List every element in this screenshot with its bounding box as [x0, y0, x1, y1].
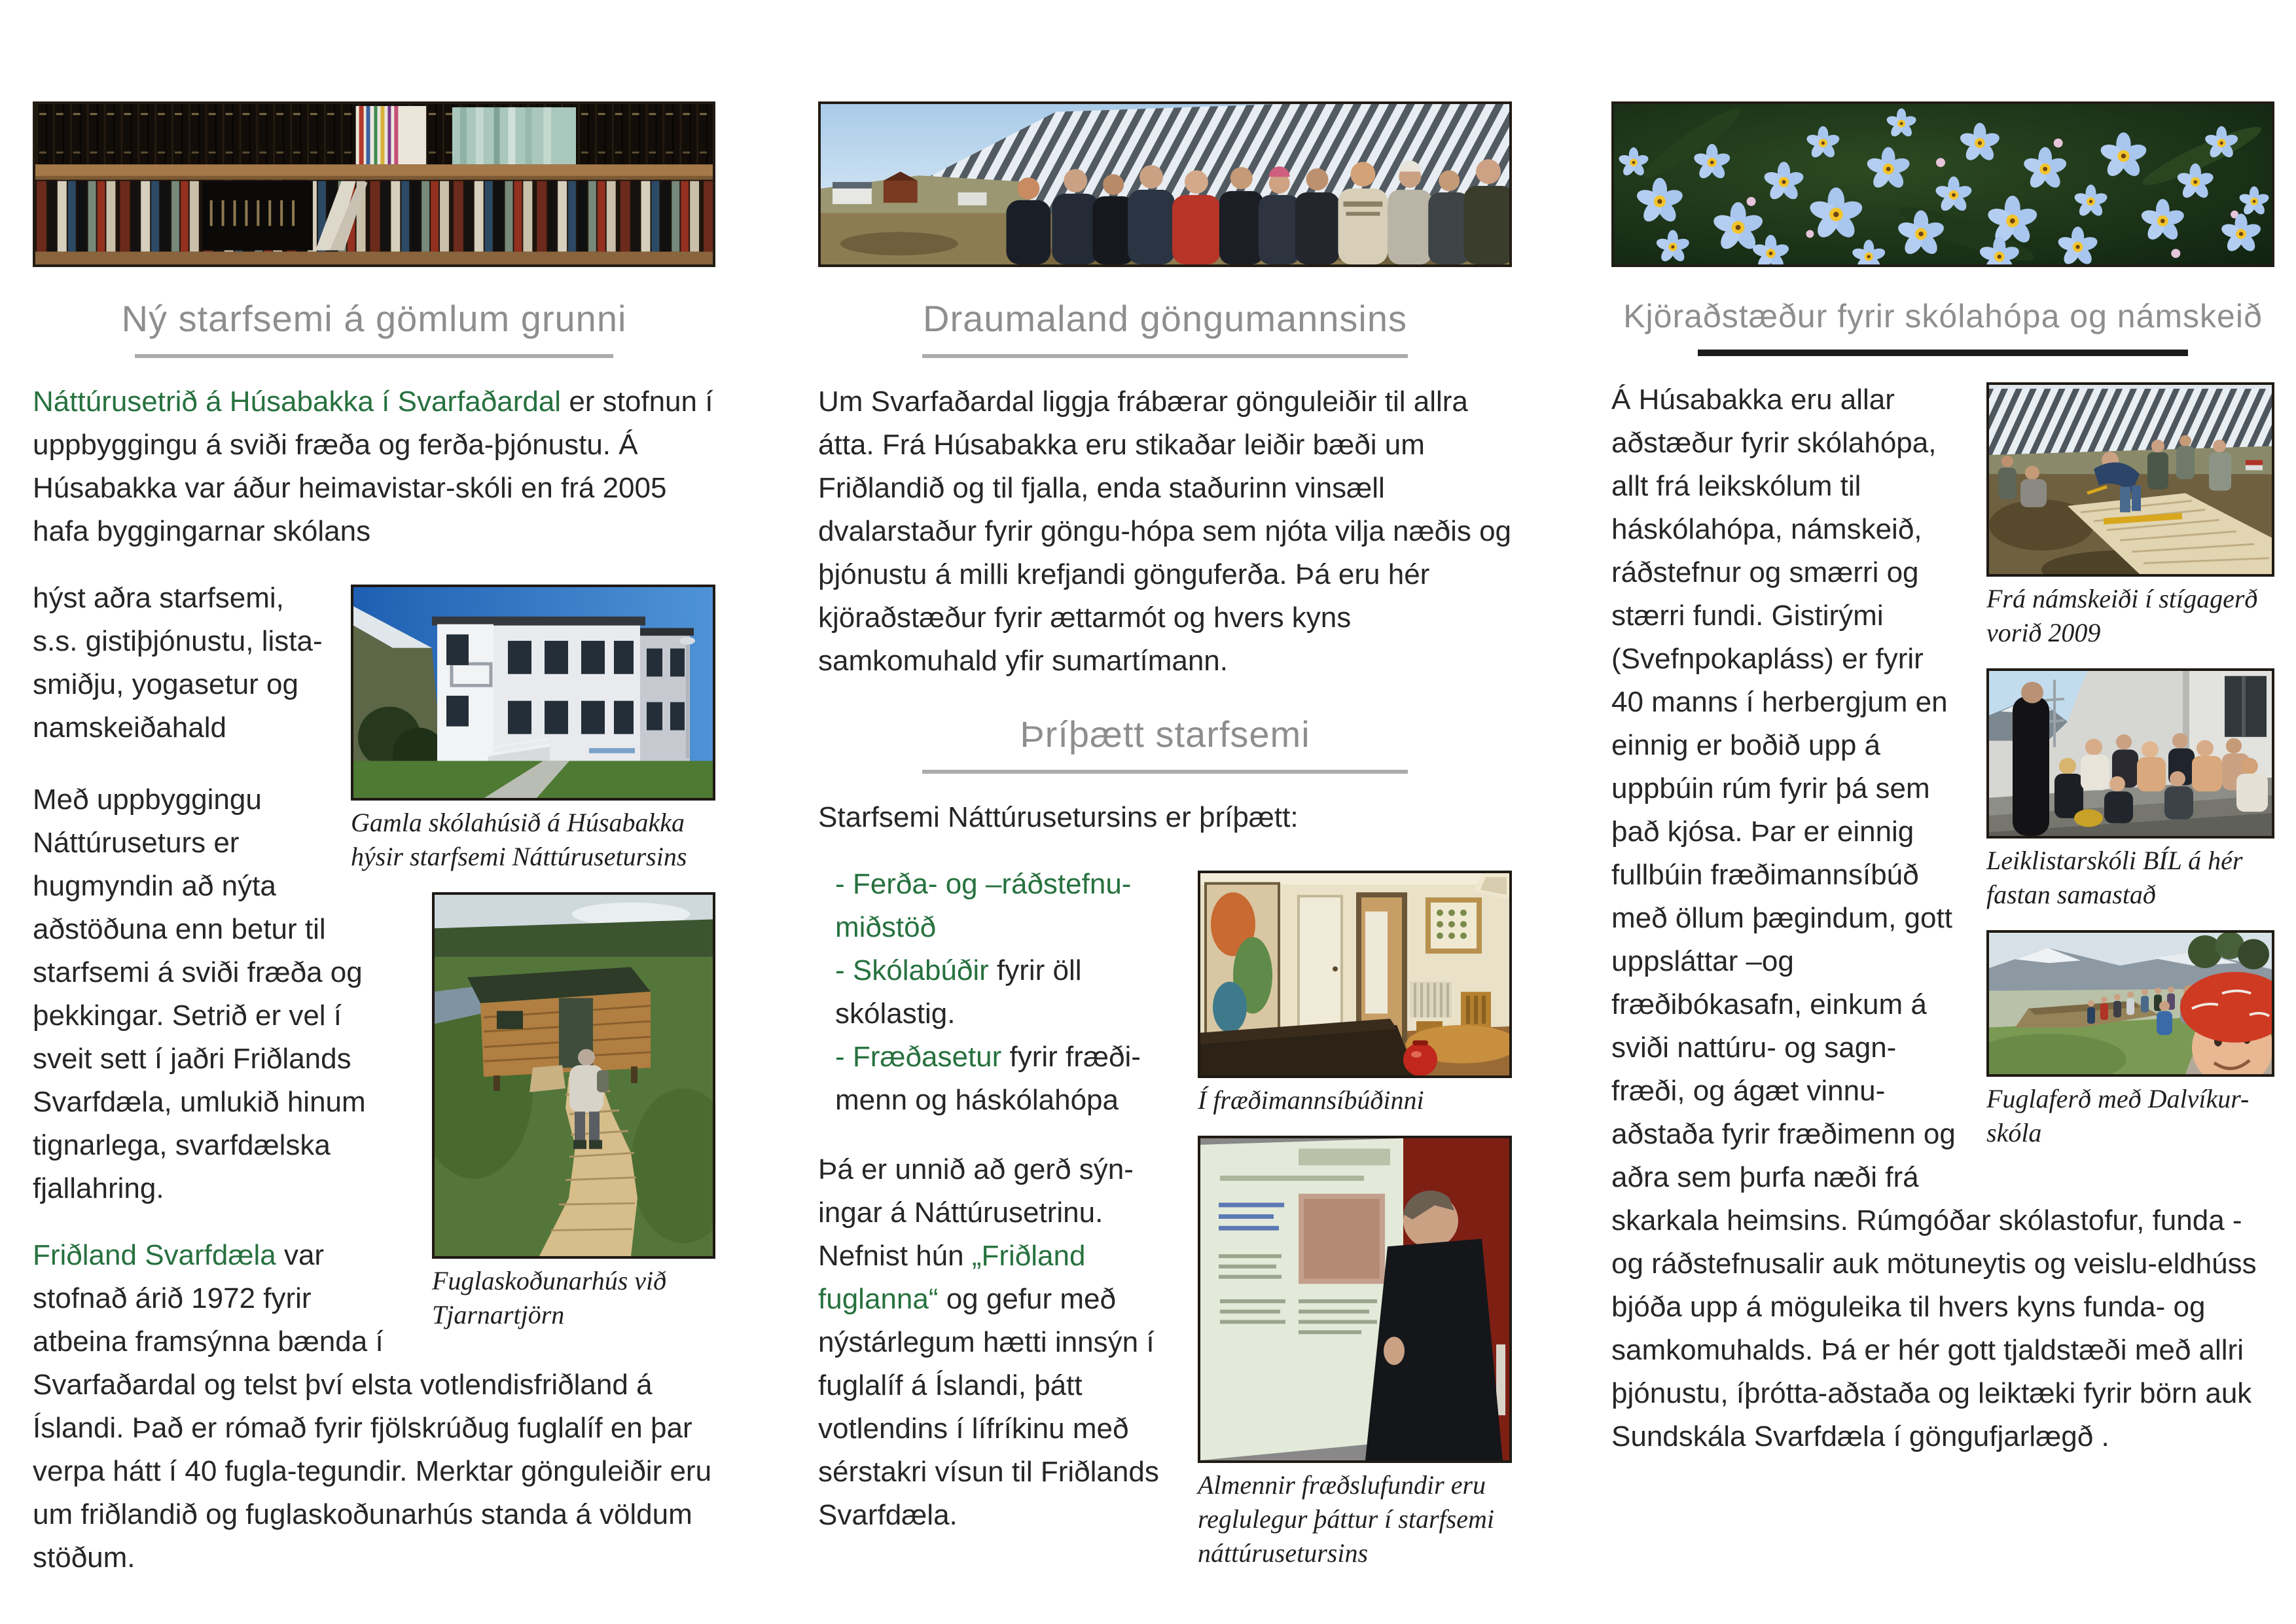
photo-birdwatching-boardwalk: [432, 892, 715, 1259]
column2-heading-rule: [922, 354, 1408, 358]
column2-heading: Draumaland göngumannsins: [923, 298, 1407, 339]
green-lead-school-camps: - Skólabúðir: [835, 954, 989, 986]
caption-old-schoolhouse: Gamla skólahúsið á Húsabakka hýsir starfsemi Náttúrusetursins: [351, 808, 687, 871]
column3-heading-rule: [1698, 350, 2189, 356]
column2-body-1: [818, 380, 1512, 683]
column-school-groups: [1611, 101, 2274, 1458]
list-item-travel-conference: - Ferða- og –ráðstefnu-miðstöð: [835, 868, 1132, 943]
caption-scholar-apartment: Í fræðimannsíbúðinni: [1198, 1085, 1424, 1115]
threefold-intro: Starfsemi Náttúrusetursins er þríþætt:: [818, 801, 1299, 833]
figure-forget-me-nots: [1611, 101, 2274, 267]
column2-body-2: [818, 796, 1512, 1568]
photo-old-schoolhouse: [351, 585, 715, 801]
threefold-list-block: [818, 863, 1512, 1568]
photo-forget-me-nots: [1611, 101, 2274, 267]
figure-boardwalk: [432, 892, 715, 1332]
green-lead-research-center: - Fræðasetur: [835, 1041, 1002, 1073]
column1-heading: Ný starfsemi á gömlum grunni: [121, 298, 627, 339]
body-text: og gefur með nýstárlegum hætti innsýn í fuglalíf á Íslandi, þátt votlendins í lífríkinu með sérstakri vísun til Friðlands Svarfdæla.: [818, 1283, 1159, 1531]
caption-theatre-school: Leiklistarskóli BÍL á hér fastan samastað: [1986, 846, 2243, 909]
column1-paragraph-1: [33, 380, 715, 553]
column-new-activity: [33, 101, 715, 1579]
figure-scholar-apartment: [1198, 871, 1512, 1117]
green-lead-fridland: Friðland Svarfdæla: [33, 1239, 276, 1271]
column2-subheading: Þríþætt starfsemi: [1020, 713, 1310, 755]
figure-path-course: [1986, 382, 2274, 650]
photo-hiking-group: [818, 101, 1512, 267]
column2-paragraph-1: Um Svarfaðardal liggja frábærar gönguleiðir til allra átta. Frá Húsabakka eru stikaðar leiðir bæði um Friðlandið og til fjalla, enda staðurinn vinsæll dvalarstaður fyrir göngu-hópa sem njóta vilja næðis og þjónustu á milli krefjandi gönguferða. Þá eru hér kjöraðstæður fyrir ættarmót og hvers kyns samkomuhald yfir sumartímann.: [818, 386, 1512, 677]
photo-birding-trip-child: [1986, 930, 2274, 1077]
figure-lecture: [1198, 1136, 1512, 1570]
photo-path-building-course: [1986, 382, 2274, 577]
body-text: var stofnað árið 1972 fyrir atbeina framsýnna bænda í Svarfaðardal og telst því elsta votlendisfriðland á Íslandi. Það er rómað fyrir fjölskrúðug fuglalíf en þar verpa hátt í 40 fugla-tegundir. Merktar gönguleiðir eru um friðlandið og fuglaskoðunarhús standa á völdum stöðum.: [33, 1239, 712, 1574]
body-text: fyrir öll skólastig.: [835, 954, 1082, 1030]
figure-hiking-group: [818, 101, 1512, 267]
photo-scholar-apartment-interior: [1198, 871, 1512, 1078]
caption-boardwalk: Fuglaskoðunarhús við Tjarnartjörn: [432, 1266, 667, 1329]
figure-old-schoolhouse: [351, 585, 715, 874]
caption-birding-trip: Fuglaferð með Dalvíkur-skóla: [1986, 1084, 2250, 1147]
column2-subheading-rule: [922, 770, 1408, 774]
photo-lecture-meeting: [1198, 1136, 1512, 1463]
green-lead-nature-center: Náttúrusetrið á Húsabakka í Svarfaðardal: [33, 386, 562, 418]
photo-theatre-school-group: [1986, 668, 2274, 839]
column-hiking: [818, 101, 1512, 1581]
body-text: hýst aðra starfsemi, s.s. gistiþjónustu, lista-smiðju, yogasetur og namskeiðahald: [33, 582, 323, 744]
caption-path-course: Frá námskeiði í stígagerð vorið 2009: [1986, 584, 2258, 647]
column3-heading: Kjöraðstæður fyrir skólahópa og námskeið: [1623, 298, 2263, 334]
column3-paragraph-1: Á Húsabakka eru allar aðstæður fyrir skólahópa, allt frá leikskólum til háskólahópa, námskeið, ráðstefnur og smærri og stærri fundi. Gistirými (Svefnpokapláss) er fyrir 40 manns í herbergjum en einnig er boðið upp á uppbúin rúm fyrir þá sem það kjósa. Þar er einnig fullbúin fræðimannsíbúð með öllum þægindum, gott uppsláttar –og fræðibókasafn, einkum á sviði nattúru- og sagn-fræði, og ágæt vinnu-aðstaða fyrir fræðimenn og aðra sem þurfa næði frá skarkala heimsins. Rúmgóðar skólastofur, funda - og ráðstefnusalir auk mötuneytis og veislu-eldhúss bjóða upp á möguleika til hvers kyns funda- og samkomuhalds. Þá er hér gott tjaldstæði með allri þjónustu, íþrótta-aðstaða og leiktæki fyrir börn auk Sundskála Svarfdæla í göngufjarlægð .: [1611, 384, 2257, 1453]
body-text: Þá er unnið að gerð sýn-ingar á Náttúrusetrinu. Nefnist hún: [818, 1153, 1134, 1272]
figure-theatre-school: [1986, 668, 2274, 912]
column1-body: [33, 380, 715, 1579]
green-quote-fridland-fuglanna: „Friðland fuglanna“: [818, 1240, 1086, 1315]
column1-paragraph-2: Með uppbyggingu Náttúruseturs er hugmyndin að nýta aðstöðuna enn betur til starfsemi á sviði fræða og þekkingar. Setrið er vel í sveit sett í jaðri Friðlands Svarfdæla, umlukið hinum tignarlega, svarfdælska fjallahring.: [33, 784, 366, 1204]
figure-bookshelf: [33, 101, 715, 267]
caption-lecture: Almennir fræðslufundir eru reglulegur þáttur í starfsemi náttúrusetursins: [1198, 1470, 1494, 1568]
column3-body: [1611, 378, 2274, 1458]
column1-heading-rule: [135, 354, 613, 358]
figure-birding-trip: [1986, 930, 2274, 1150]
body-text: fyrir fræði-menn og háskólahópa: [835, 1041, 1141, 1116]
photo-bookshelf: [33, 101, 715, 267]
body-text: er stofnun í uppbyggingu á sviði fræða og ferða-þjónustu. Á Húsabakka var áður heimavistar-skóli en frá 2005 hafa byggingarnar skólans: [33, 386, 713, 547]
